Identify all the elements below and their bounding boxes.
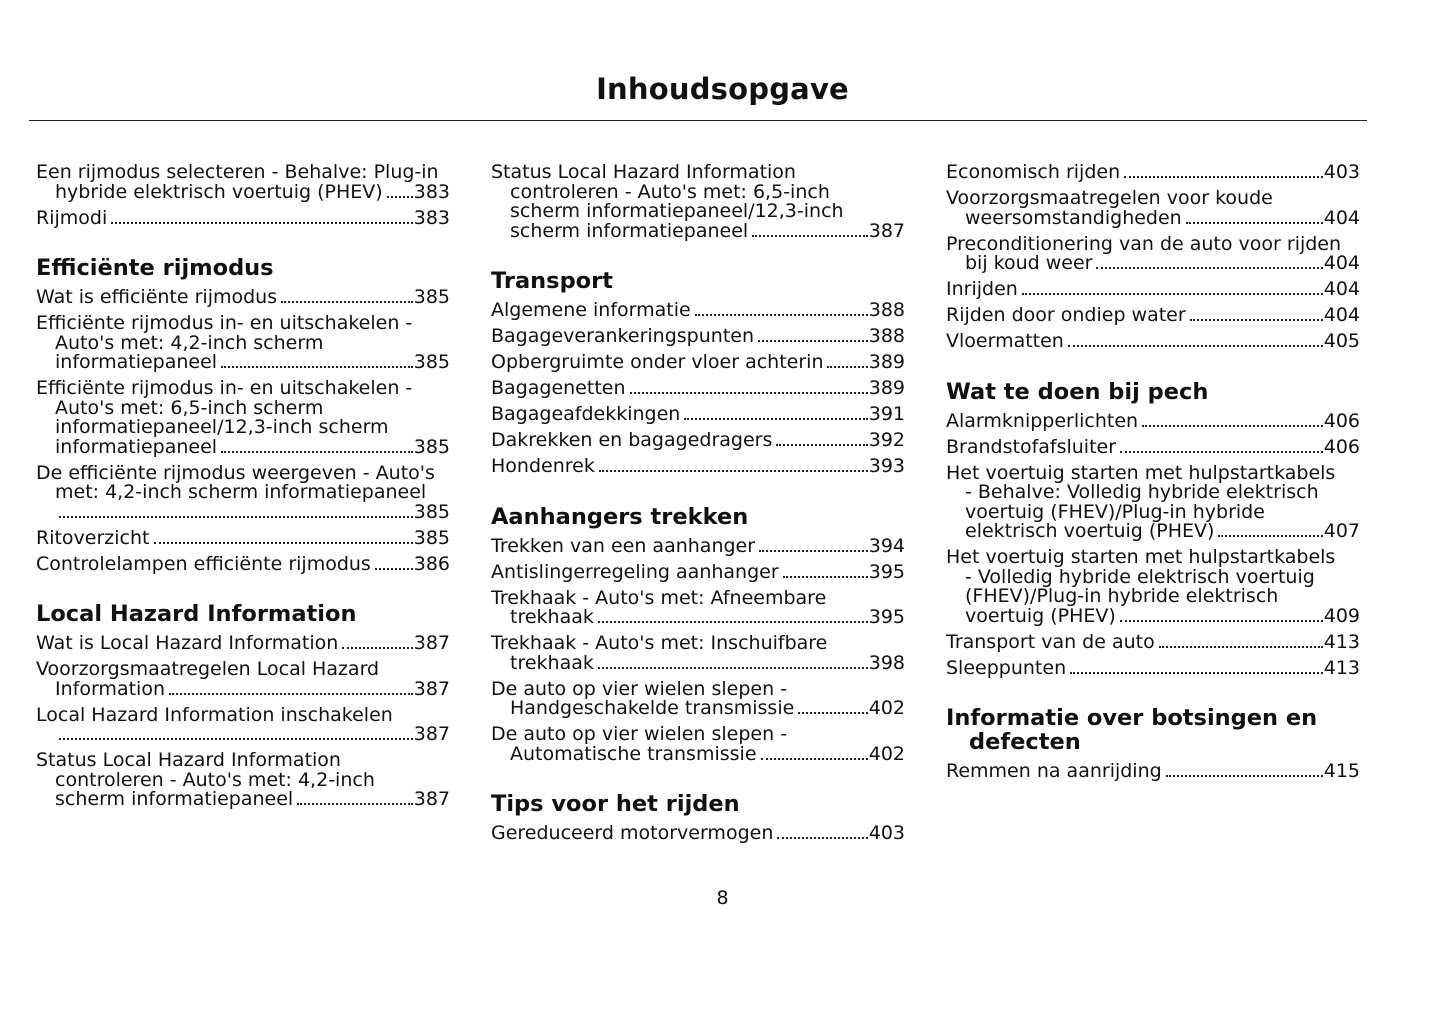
toc-entry-text: Sleeppunten [946,656,1067,679]
section-heading-line: Informatie over botsingen en [946,705,1318,731]
toc-page-number: 388 [868,325,905,347]
toc-entry[interactable] [36,660,450,699]
toc-entry-leader-row [946,604,1360,627]
toc-entry[interactable] [36,703,450,745]
toc-entry-text: Bagagenetten [491,377,626,399]
toc-entry-leader-row [36,677,450,700]
toc-page-number: 387 [413,677,450,700]
toc-entry-text: elektrisch voertuig (PHEV) [965,520,1215,542]
toc-entry-leader-row [946,206,1360,229]
toc-entry[interactable] [36,379,450,457]
section-heading-line: defecten [969,729,1081,755]
toc-entry[interactable] [491,634,905,673]
dot-leader [598,667,868,669]
section-heading-line: Wat te doen bij pech [946,378,1209,405]
dot-leader [59,516,413,518]
dot-leader [1022,293,1323,295]
section-heading-line: Tips voor het rijden [491,791,740,817]
toc-page-number: 404 [1323,278,1360,300]
dot-leader [599,470,868,472]
toc-entry-text: Bagageafdekkingen [491,403,681,425]
toc-page-number: 403 [1323,161,1360,183]
toc-entry-text: Hondenrek [491,455,595,477]
toc-entry[interactable] [491,327,905,347]
toc-page-number: 406 [1323,435,1360,458]
toc-entry-text: Trekhaak - Auto's met: Afneembare [491,586,827,609]
toc-entry-text: Rijden door ondiep water [946,304,1186,326]
page-title: Inhoudsopgave [596,72,849,106]
toc-entry-text: Het voertuig starten met hulpstartkabels [946,546,1336,568]
toc-entry[interactable] [946,306,1360,326]
toc-entry[interactable] [491,457,905,477]
toc-entry[interactable] [946,548,1360,626]
toc-entry-text: Automatische transmissie [510,742,757,765]
toc-page-number: 403 [868,822,905,844]
dot-leader [759,550,868,552]
toc-entry-text: Transport van de auto [946,630,1155,653]
dot-leader [221,366,413,368]
toc-entry-text: De auto op vier wielen slepen - [491,677,788,700]
toc-entry-leader-row [491,560,905,583]
toc-entry-leader-row [491,353,905,373]
toc-page-number: 395 [868,560,905,583]
toc-entry-leader-row [946,280,1360,300]
toc-entry-text: Voorzorgsmaatregelen Local Hazard [36,658,380,680]
toc-entry-leader-row [946,435,1360,458]
dot-leader [1070,672,1323,674]
toc-page-number: 385 [413,351,450,373]
toc-entry-leader-row [36,552,450,575]
toc-entry[interactable] [946,280,1360,300]
dot-leader [598,621,868,623]
dot-leader [281,301,413,303]
dot-leader [777,837,867,839]
toc-page-number: 385 [413,500,450,523]
dot-leader [1186,222,1323,224]
toc-page-number: 407 [1323,520,1360,542]
toc-page-number: 415 [1323,760,1360,782]
toc-entry-text: Ritoverzicht [36,526,150,549]
toc-entry[interactable] [491,379,905,399]
toc-page-number: 389 [868,377,905,399]
toc-entry-text: Bagageverankeringspunten [491,325,754,347]
dot-leader [1218,535,1322,537]
toc-entry[interactable] [946,656,1360,679]
toc-entry[interactable] [36,206,450,229]
toc-entry-text: - Behalve: Volledig hybride elektrisch [965,481,1319,503]
dot-leader [1068,345,1323,347]
toc-entry-text: Antislingerregeling aanhanger [491,560,779,583]
toc-entry-leader-row [36,180,450,203]
dot-leader [684,418,867,420]
toc-page-number: 404 [1323,206,1360,229]
toc-page-number: 402 [868,697,905,719]
toc-entry-leader-row [946,630,1360,653]
toc-page-number: 385 [413,526,450,549]
toc-entry-text: scherm informatiepaneel/12,3-inch [510,200,844,222]
toc-entry-leader-row [491,431,905,451]
toc-entry[interactable] [36,314,450,373]
toc-entry-text: bij koud weer [965,252,1093,274]
toc-page-number: 388 [868,299,905,321]
dot-leader [798,712,867,714]
section-heading [946,380,1360,404]
toc-page-number: 387 [413,632,450,654]
toc-entry-text: De auto op vier wielen slepen - [491,723,788,745]
dot-leader [297,803,413,805]
section-heading [491,792,905,816]
toc-page-number: 409 [1323,604,1360,627]
toc-entry-leader-row [36,206,450,229]
toc-entry-leader-row [491,379,905,399]
toc-entry-text: trekhaak [510,651,594,674]
toc-page-number: 387 [868,219,905,242]
dot-leader [169,693,413,695]
toc-page-number: 395 [868,606,905,628]
toc-entry-text: Trekhaak - Auto's met: Inschuifbare [491,632,828,654]
toc-entry-text: Algemene informatie [491,299,691,321]
toc-entry-leader-row [491,327,905,347]
toc-entry-text: Vloermatten [946,330,1064,352]
toc-entry[interactable] [946,461,1360,542]
toc-entry-text: Status Local Hazard Information [491,161,796,183]
toc-page-number: 383 [413,180,450,203]
toc-entry-text: Controlelampen efficiënte rijmodus [36,552,371,575]
toc-entry-text: voertuig (PHEV) [965,604,1116,627]
dot-leader [1120,620,1323,622]
toc-entry[interactable] [491,301,905,321]
toc-entry-text: Gereduceerd motorvermogen [491,822,774,844]
toc-page-number: 387 [413,788,450,810]
toc-entry[interactable] [36,751,450,810]
toc-entry[interactable] [36,552,450,575]
toc-entry-leader-row [946,163,1360,183]
toc-entry-leader-row [946,254,1360,274]
toc-entry-text: Trekken van een aanhanger [491,534,756,557]
toc-entry-text: Efficiënte rijmodus in- en uitschakelen - [36,377,413,399]
toc-entry[interactable] [491,431,905,451]
toc-page-number: 383 [413,206,450,229]
dot-leader [776,444,867,446]
toc-entry[interactable] [491,586,905,628]
toc-entry-text: De efficiënte rijmodus weergeven - Auto's [36,461,435,484]
toc-entry-leader-row [491,699,905,719]
toc-entry[interactable] [491,353,905,373]
dot-leader [342,647,412,649]
dot-leader [221,451,413,453]
toc-entry-text: Preconditionering van de auto voor rijden [946,232,1342,255]
toc-entry-text: controleren - Auto's met: 6,5-inch [510,180,830,203]
toc-entry[interactable] [946,435,1360,458]
toc-entry-leader-row [36,634,450,654]
toc-entry-text: Brandstofafsluiter [946,435,1117,458]
toc-entry[interactable] [491,824,905,844]
toc-entry-text: - Volledig hybride elektrisch voertuig [965,565,1315,588]
toc-entry-leader-row [491,219,905,242]
toc-entry-leader-row [36,288,450,308]
toc-entry-text: informatiepaneel/12,3-inch scherm [55,416,389,438]
toc-entry[interactable] [491,725,905,764]
dot-leader [1124,176,1323,178]
toc-entry[interactable] [491,163,905,241]
section-heading [946,706,1360,754]
toc-column-3 [946,163,1360,788]
toc-page-number: 392 [868,429,905,451]
toc-entry-leader-row [491,742,905,765]
toc-entry-leader-row [491,824,905,844]
toc-entry-text: informatiepaneel [55,351,218,373]
toc-page-number: 413 [1323,656,1360,679]
toc-entry-text: weersomstandigheden [965,206,1182,229]
toc-entry-text: Rijmodi [36,206,108,229]
toc-page-number: 394 [868,534,905,557]
toc-page-number: 398 [868,651,905,674]
dot-leader [1190,319,1323,321]
toc-entry-leader-row [946,306,1360,326]
toc-page-number: 393 [868,455,905,477]
toc-entry-leader-row [946,522,1360,542]
toc-entry-leader-row [491,534,905,557]
toc-entry-text: Opbergruimte onder vloer achterin [491,351,824,373]
toc-entry-text: voertuig (FHEV)/Plug-in hybride [965,500,1265,523]
dot-leader [1159,646,1323,648]
toc-page-number: 385 [413,435,450,458]
toc-entry-leader-row [36,500,450,523]
toc-entry[interactable] [36,461,450,523]
toc-entry-text: scherm informatiepaneel [510,219,749,242]
dot-leader [1166,775,1323,777]
dot-leader [59,738,413,740]
dot-leader [695,314,868,316]
toc-entry-text: Auto's met: 4,2-inch scherm [55,331,324,354]
toc-entry-text: Efficiënte rijmodus in- en uitschakelen - [36,312,413,334]
toc-entry-text: informatiepaneel [55,435,218,458]
toc-entry-text: Voorzorgsmaatregelen voor koude [946,187,1273,209]
toc-entry-leader-row [946,332,1360,352]
toc-entry-text: Status Local Hazard Information [36,749,341,771]
dot-leader [827,366,867,368]
toc-entry[interactable] [946,630,1360,653]
toc-entry-leader-row [36,353,450,373]
toc-entry-leader-row [946,762,1360,782]
toc-page-number: 402 [868,742,905,765]
toc-entry-text: trekhaak [510,606,594,628]
header-divider [29,120,1367,121]
toc-entry[interactable] [946,163,1360,183]
toc-page-number: 413 [1323,630,1360,653]
toc-entry-leader-row [36,435,450,458]
toc-entry-leader-row [491,608,905,628]
toc-page-number: 406 [1323,409,1360,432]
toc-entry[interactable] [491,560,905,583]
toc-entry[interactable] [491,405,905,425]
dot-leader [758,340,868,342]
dot-leader [783,576,868,578]
dot-leader [1120,451,1323,453]
page-number: 8 [716,887,729,909]
dot-leader [1142,425,1323,427]
toc-entry-leader-row [36,725,450,745]
dot-leader [375,568,413,570]
toc-entry[interactable] [946,762,1360,782]
toc-page-number: 385 [413,286,450,308]
toc-column-2 [491,163,905,850]
section-heading-line: Transport [491,268,613,294]
section-heading [36,602,450,626]
toc-entry-leader-row [491,301,905,321]
toc-entry-text: Information [55,677,165,700]
dot-leader [387,196,413,198]
toc-entry-text: hybride elektrisch voertuig (PHEV) [55,180,383,203]
dot-leader [111,222,413,224]
toc-entry[interactable] [491,534,905,557]
toc-entry-text: Een rijmodus selecteren - Behalve: Plug-in [36,161,439,183]
toc-entry-leader-row [36,790,450,810]
toc-entry-text: scherm informatiepaneel [55,788,294,810]
toc-page-number: 391 [868,403,905,425]
toc-entry[interactable] [36,526,450,549]
toc-entry-text: Alarmknipperlichten [946,409,1139,432]
toc-entry[interactable] [946,332,1360,352]
dot-leader [630,392,868,394]
toc-entry-text: met: 4,2-inch scherm informatiepaneel [55,481,427,503]
toc-entry-text: Inrijden [946,278,1018,300]
toc-column-1 [36,163,450,816]
toc-entry[interactable] [946,409,1360,432]
toc-page-number: 405 [1323,330,1360,352]
section-heading [491,505,905,529]
section-heading [36,256,450,280]
toc-entry-leader-row [491,405,905,425]
section-heading-line: Aanhangers trekken [491,503,749,530]
toc-entry[interactable] [36,634,450,654]
toc-page-number: 386 [413,552,450,575]
toc-entry[interactable] [946,232,1360,274]
toc-entry[interactable] [36,288,450,308]
section-heading [491,269,905,293]
section-heading-line: Efficiënte rijmodus [36,255,274,281]
toc-entry-text: Het voertuig starten met hulpstartkabels [946,461,1336,484]
toc-page-number: 387 [413,723,450,745]
toc-entry-leader-row [491,457,905,477]
toc-entry-text: Dakrekken en bagagedragers [491,429,773,451]
toc-page-number: 404 [1323,252,1360,274]
toc-entry-leader-row [491,651,905,674]
toc-entry[interactable] [491,677,905,719]
toc-entry-text: Handgeschakelde transmissie [510,697,795,719]
toc-page-number: 389 [868,351,905,373]
dot-leader [1096,267,1322,269]
toc-entry-text: Economisch rijden [946,161,1121,183]
toc-entry[interactable] [946,189,1360,228]
toc-entry-text: Remmen na aanrijding [946,760,1162,782]
toc-entry[interactable] [36,163,450,202]
toc-entry-leader-row [946,409,1360,432]
dot-leader [154,542,413,544]
toc-entry-text: controleren - Auto's met: 4,2-inch [55,768,375,791]
toc-entry-text: Local Hazard Information inschakelen [36,703,393,726]
dot-leader [752,235,868,237]
toc-entry-leader-row [946,656,1360,679]
toc-entry-text: Wat is Local Hazard Information [36,632,339,654]
dot-leader [761,758,868,760]
toc-entry-text: Auto's met: 6,5-inch scherm [55,396,324,419]
section-heading-line: Local Hazard Information [36,601,357,627]
toc-page-number: 404 [1323,304,1360,326]
toc-entry-text: (FHEV)/Plug-in hybride elektrisch [965,585,1279,607]
toc-entry-text: Wat is efficiënte rijmodus [36,286,278,308]
toc-entry-leader-row [36,526,450,549]
